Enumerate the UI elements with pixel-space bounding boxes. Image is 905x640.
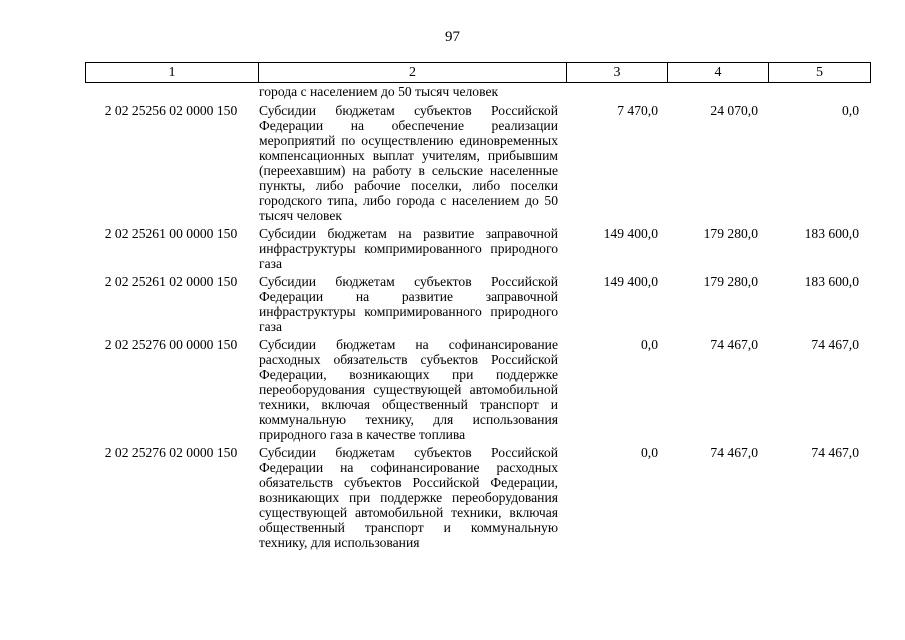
value-col5: 183 600,0	[804, 274, 859, 289]
value-col4: 179 280,0	[703, 226, 758, 241]
continuation-text: города с населением до 50 тысяч человек	[259, 84, 499, 99]
value-col3: 0,0	[641, 445, 658, 460]
budget-table	[85, 84, 865, 553]
budget-code: 2 02 25276 00 0000 150	[104, 337, 238, 352]
continuation-code-cell	[85, 84, 257, 103]
column-header-5: 5	[769, 63, 871, 83]
row-description: Субсидии бюджетам субъектов Российской Федерации на обеспечение реализации мероприятий по осуществлению единовременных компенсационных выплат учителям, прибывшим (переехавшим) на работу в сельские населенные пункты, либо рабочие поселки, либо поселки городского типа, либо города с населением до 50 тысяч человек	[259, 103, 558, 223]
budget-code: 2 02 25276 02 0000 150	[104, 445, 238, 460]
column-header-row	[86, 63, 871, 83]
page-number: 97	[445, 29, 460, 45]
row-description: Субсидии бюджетам субъектов Российской Федерации на развитие заправочной инфраструктуры компримированного природного газа	[259, 274, 558, 334]
column-header-3: 3	[567, 63, 668, 83]
budget-code: 2 02 25256 02 0000 150	[104, 103, 238, 118]
table-row	[85, 226, 865, 274]
value-col5: 74 467,0	[811, 337, 859, 352]
value-col4: 74 467,0	[710, 337, 758, 352]
value-col3: 149 400,0	[603, 226, 658, 241]
value-col3: 7 470,0	[617, 103, 658, 118]
row-description: Субсидии бюджетам на развитие заправочной инфраструктуры компримированного природного газа	[259, 226, 558, 271]
value-col5: 183 600,0	[804, 226, 859, 241]
value-col4: 24 070,0	[710, 103, 758, 118]
table-row	[85, 103, 865, 226]
row-description: Субсидии бюджетам на софинансирование расходных обязательств субъектов Российской Федерации, возникающих при поддержке переоборудования существующей автомобильной техники, включая общественный транспорт и коммунальную технику, для использования природного газа в качестве топлива	[259, 337, 558, 442]
value-col4: 74 467,0	[710, 445, 758, 460]
row-description: Субсидии бюджетам субъектов Российской Федерации на софинансирование расходных обязательств субъектов Российской Федерации, возникающих при поддержке переоборудования существующей автомобильной техники, включая общественный транспорт и коммунальную технику, для использования	[259, 445, 558, 550]
value-col3: 0,0	[641, 337, 658, 352]
value-col3: 149 400,0	[603, 274, 658, 289]
budget-code: 2 02 25261 00 0000 150	[104, 226, 238, 241]
value-col4: 179 280,0	[703, 274, 758, 289]
value-col5: 0,0	[842, 103, 859, 118]
column-header-2: 2	[259, 63, 567, 83]
value-col5: 74 467,0	[811, 445, 859, 460]
table-row	[85, 337, 865, 445]
table-row	[85, 445, 865, 553]
continuation-row	[85, 84, 865, 103]
column-header-4: 4	[668, 63, 769, 83]
budget-code: 2 02 25261 02 0000 150	[104, 274, 238, 289]
column-header-1: 1	[86, 63, 259, 83]
table-row	[85, 274, 865, 337]
column-header-table	[85, 62, 871, 83]
